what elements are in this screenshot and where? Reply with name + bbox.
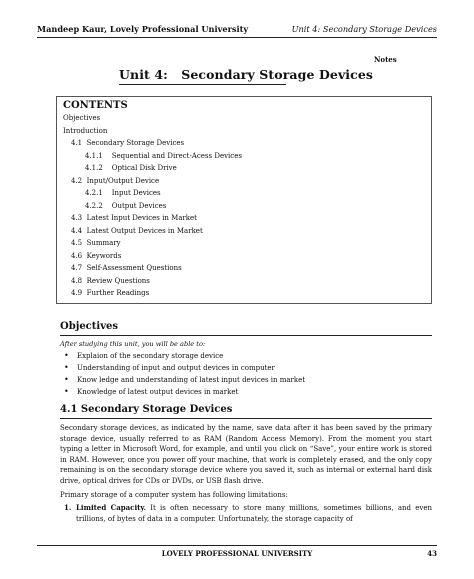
contents-heading: CONTENTS — [63, 100, 128, 111]
running-header-unit: Unit 4: Secondary Storage Devices — [291, 24, 437, 34]
table-of-contents — [63, 112, 431, 300]
toc-item[interactable]: 4.8 Review Questions — [71, 276, 150, 285]
objectives-underline — [60, 335, 432, 336]
toc-item[interactable]: 4.3 Latest Input Devices in Market — [71, 214, 197, 222]
section-4-1-paragraph: Secondary storage devices, as indicated by the name, save data after it has been saved by the primary storage device, usually referred to as RAM (Random Access Memory). From the moment you start typing a letter in Microsoft Word, for example, and until you click on “Save”, your entire work is stored in RAM. However, once you power off your machine, that work is completely erased, and the only copy remaining is on the secondary storage device where you saved it, such as internal or external hard disk drive, optical drives for CDs or DVDs, or USB flash drive. — [60, 424, 432, 485]
header-divider — [37, 37, 437, 38]
numbered-item-limited-capacity — [64, 503, 432, 524]
footer-university: LOVELY PROFESSIONAL UNIVERSITY — [161, 549, 313, 558]
toc-item[interactable]: Objectives — [63, 114, 101, 122]
bullet-icon: • — [64, 375, 69, 384]
section-4-1-underline — [60, 418, 432, 419]
bullet-icon: • — [64, 387, 69, 396]
limitations-intro: Primary storage of a computer system has following limitations: — [60, 491, 288, 499]
toc-item[interactable]: 4.9 Further Readings — [71, 289, 150, 297]
footer-divider — [37, 545, 437, 546]
item-term: Limited Capacity. — [76, 503, 147, 512]
list-item: • Know ledge and understanding of latest input devices in market — [64, 375, 306, 384]
list-item: • Understanding of input and output devices in computer — [64, 363, 275, 372]
toc-item[interactable]: Introduction — [63, 126, 108, 135]
toc-item[interactable]: 4.2 Input/Output Device — [71, 176, 160, 185]
list-item: • Explaion of the secondary storage device — [64, 351, 224, 360]
toc-item[interactable]: 4.5 Summary — [71, 239, 121, 247]
toc-item[interactable]: 4.1.1 Sequential and Direct-Acess Devices — [85, 151, 242, 160]
bullet-icon: • — [64, 363, 69, 372]
list-item: • Knowledge of latest output devices in market — [64, 387, 239, 396]
unit-title-underline — [119, 84, 286, 85]
bullet-icon: • — [64, 351, 69, 360]
item-text: It is often necessary to store many millions, sometimes billions, and even trillions, of bytes of data in a computer. Unfortunately, the storage capacity of — [76, 504, 432, 523]
objectives-list — [64, 350, 305, 398]
section-4-1-heading: 4.1 Secondary Storage Devices — [60, 404, 233, 415]
unit-title: Unit 4: Secondary Storage Devices — [119, 67, 374, 82]
objectives-heading: Objectives — [60, 321, 118, 332]
objectives-intro: After studying this unit, you will be able to: — [60, 340, 206, 348]
toc-item[interactable]: 4.6 Keywords — [71, 251, 122, 260]
contents-box — [56, 96, 432, 304]
toc-item[interactable]: 4.7 Self-Assessment Questions — [71, 264, 182, 272]
toc-item[interactable]: 4.1 Secondary Storage Devices — [71, 139, 185, 147]
toc-item[interactable]: 4.2.2 Output Devices — [85, 201, 167, 210]
running-header-author: Mandeep Kaur, Lovely Professional University — [37, 24, 249, 34]
item-number: 1. — [64, 503, 72, 512]
margin-notes-label: Notes — [374, 55, 397, 64]
toc-item[interactable]: 4.1.2 Optical Disk Drive — [85, 164, 177, 172]
page-number: 43 — [427, 549, 437, 558]
toc-item[interactable]: 4.4 Latest Output Devices in Market — [71, 226, 203, 235]
toc-item[interactable]: 4.2.1 Input Devices — [85, 189, 161, 197]
